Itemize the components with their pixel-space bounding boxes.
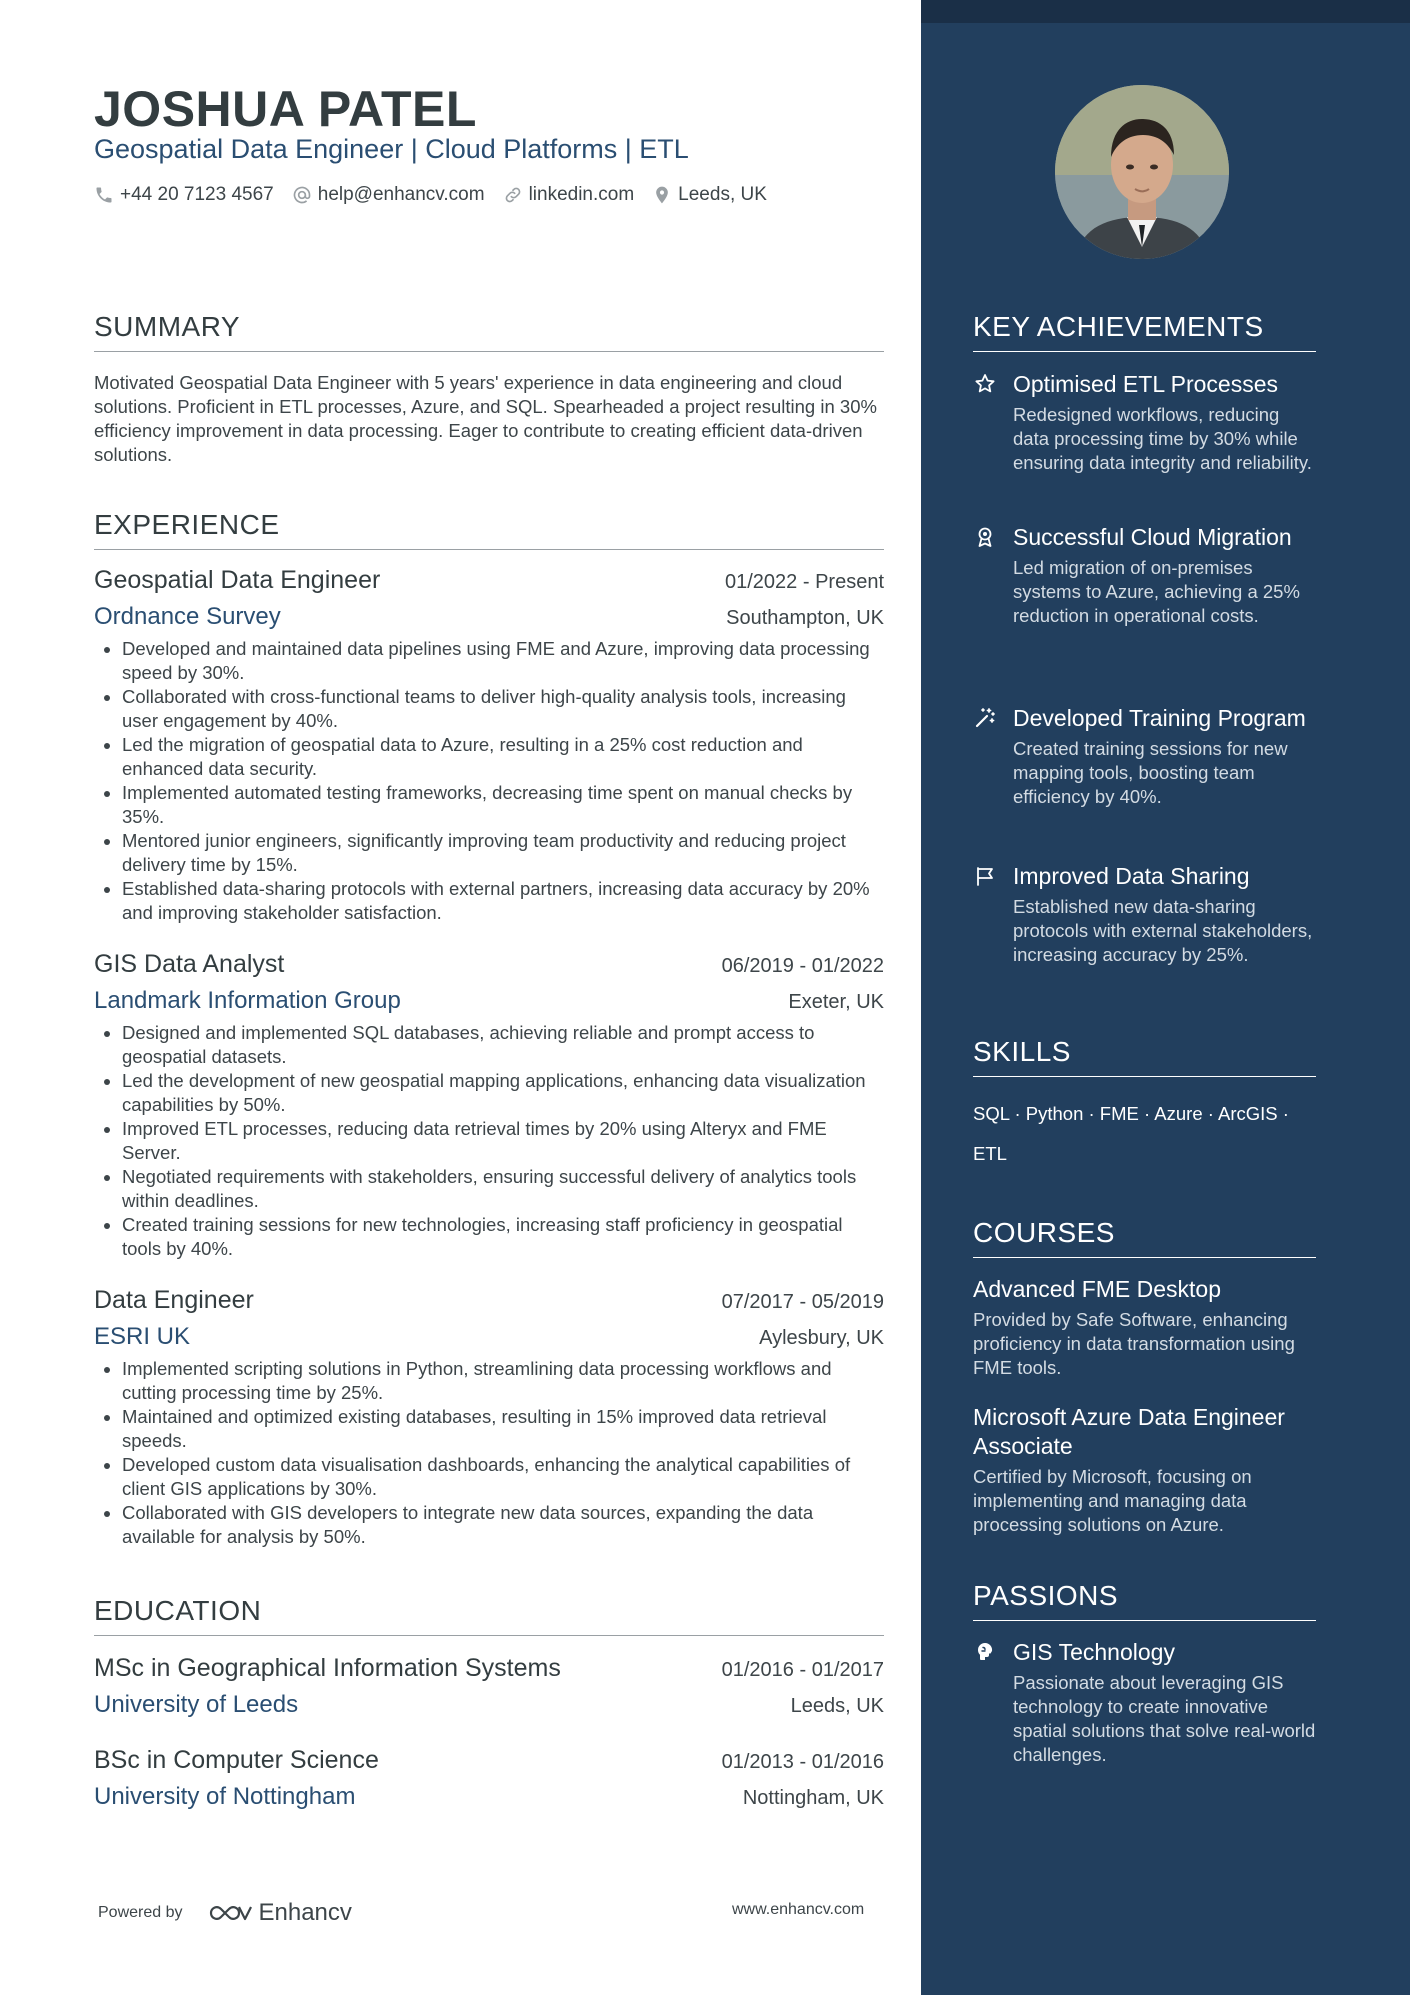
course-desc: Certified by Microsoft, focusing on implementing and managing data processing solutions on Azure.	[973, 1466, 1252, 1535]
list-item: • Mentored junior engineers, significantly improving team productivity and reducing project delivery time by 15%.	[122, 829, 884, 877]
email-text: help@enhancv.com	[317, 184, 485, 205]
phone-text: +44 20 7123 4567	[120, 184, 274, 205]
job-entry	[94, 566, 884, 925]
course-title: Advanced FME Desktop	[973, 1276, 1222, 1302]
course-item	[973, 1275, 1316, 1380]
job-location: Exeter, UK	[788, 991, 884, 1013]
achievement-desc: Redesigned workflows, reducing data processing time by 30% while ensuring data integrity and reliability.	[1013, 404, 1312, 473]
linkedin-text: linkedin.com	[528, 184, 635, 205]
avatar	[1055, 85, 1229, 259]
education-dates: 01/2013 - 01/2016	[721, 1751, 884, 1773]
location-text: Leeds, UK	[678, 184, 767, 205]
powered-by-label: Powered by	[98, 1904, 183, 1921]
job-dates: 06/2019 - 01/2022	[721, 955, 884, 977]
job-company: ESRI UK	[94, 1323, 191, 1350]
list-item: • Implemented automated testing frameworks, decreasing time spent on manual checks by 35%.	[122, 781, 884, 829]
footer-url[interactable]: www.enhancv.com	[732, 1901, 865, 1918]
list-item: • Established data-sharing protocols with external partners, increasing data accuracy by 20% and improving stakeholder satisfaction.	[122, 877, 884, 925]
award-icon	[973, 525, 997, 549]
achievement-item	[973, 704, 1316, 809]
education-entry	[94, 1654, 884, 1719]
course-title: Microsoft Azure Data Engineer Associate	[973, 1404, 1285, 1459]
job-company: Ordnance Survey	[94, 603, 281, 630]
passions-heading: PASSIONS	[973, 1580, 1316, 1621]
list-item: • Developed custom data visualisation dashboards, enhancing the analytical capabilities of client GIS applications by 30%.	[122, 1453, 884, 1501]
list-item: • Developed and maintained data pipelines using FME and Azure, improving data processing speed by 30%.	[122, 637, 884, 685]
summary-text: Motivated Geospatial Data Engineer with 5 years' experience in data engineering and cloud solutions. Proficient in ETL processes, Azure, and SQL. Spearheaded a project resulting in 30% efficiency improvement in data processing. Eager to contribute to creating efficient data-driven solutions.	[94, 372, 877, 465]
enhancv-logo[interactable]	[207, 1899, 352, 1927]
school-name: University of Nottingham	[94, 1783, 356, 1810]
job-dates: 07/2017 - 05/2019	[721, 1291, 884, 1313]
phone-icon	[94, 185, 114, 205]
degree-title: MSc in Geographical Information Systems	[94, 1654, 561, 1682]
contact-phone[interactable]	[94, 184, 274, 206]
contact-bar	[94, 184, 767, 206]
achievement-desc: Established new data-sharing protocols with external stakeholders, increasing accuracy by 25%.	[1013, 896, 1313, 965]
achievement-desc: Created training sessions for new mapping tools, boosting team efficiency by 40%.	[1013, 738, 1288, 807]
education-dates: 01/2016 - 01/2017	[721, 1659, 884, 1681]
degree-title: BSc in Computer Science	[94, 1746, 379, 1774]
job-location: Aylesbury, UK	[759, 1327, 884, 1349]
candidate-name: JOSHUA PATEL	[94, 81, 477, 137]
list-item: • Created training sessions for new technologies, increasing staff proficiency in geospatial tools by 40%.	[122, 1213, 884, 1261]
school-location: Nottingham, UK	[742, 1787, 884, 1809]
course-desc: Provided by Safe Software, enhancing proficiency in data transformation using FME tools.	[973, 1309, 1295, 1378]
sidebar	[921, 0, 1410, 1995]
list-item: • Implemented scripting solutions in Python, streamlining data processing workflows and cutting processing time by 25%.	[122, 1357, 884, 1405]
location-pin-icon	[652, 185, 672, 205]
list-item: • Improved ETL processes, reducing data retrieval times by 20% using Alteryx and FME Server.	[122, 1117, 884, 1165]
achievement-item	[973, 370, 1316, 475]
school-location: Leeds, UK	[790, 1695, 884, 1717]
skills-line: SQL · Python · FME · Azure · ArcGIS ·	[973, 1103, 1289, 1124]
job-title: Geospatial Data Engineer	[94, 566, 381, 594]
job-bullets	[94, 637, 884, 925]
list-item: • Collaborated with cross-functional teams to deliver high-quality analysis tools, increasing user engagement by 40%.	[122, 685, 884, 733]
passion-title: GIS Technology	[1013, 1639, 1175, 1665]
summary-heading: SUMMARY	[94, 311, 884, 352]
job-location: Southampton, UK	[726, 607, 884, 629]
achievement-title: Improved Data Sharing	[1013, 863, 1250, 889]
list-item: • Maintained and optimized existing databases, resulting in 15% improved data retrieval speeds.	[122, 1405, 884, 1453]
achievement-title: Optimised ETL Processes	[1013, 371, 1279, 397]
achievement-desc: Led migration of on-premises systems to Azure, achieving a 25% reduction in operational costs.	[1013, 557, 1300, 626]
achievement-item	[973, 523, 1316, 628]
job-entry	[94, 950, 884, 1261]
sidebar-top-bar	[921, 0, 1410, 23]
achievement-title: Successful Cloud Migration	[1013, 524, 1292, 550]
courses-heading: COURSES	[973, 1217, 1316, 1258]
list-item: • Designed and implemented SQL databases, achieving reliable and prompt access to geospatial datasets.	[122, 1021, 884, 1069]
list-item: • Negotiated requirements with stakeholders, ensuring successful delivery of analytics tools within deadlines.	[122, 1165, 884, 1213]
passion-item	[973, 1638, 1316, 1767]
magic-wand-icon	[973, 706, 997, 730]
achievements-heading: KEY ACHIEVEMENTS	[973, 311, 1316, 352]
at-icon	[292, 185, 312, 205]
experience-heading: EXPERIENCE	[94, 509, 884, 550]
education-heading: EDUCATION	[94, 1595, 884, 1636]
candidate-title: Geospatial Data Engineer | Cloud Platforms | ETL	[94, 134, 689, 164]
job-dates: 01/2022 - Present	[725, 571, 884, 593]
passion-desc: Passionate about leveraging GIS technology to create innovative spatial solutions that solve real-world challenges.	[1013, 1672, 1316, 1765]
school-name: University of Leeds	[94, 1691, 299, 1718]
job-entry	[94, 1286, 884, 1549]
skills-line: ETL	[973, 1143, 1007, 1164]
skills-list	[973, 1094, 1316, 1174]
enhancv-brand: Enhancv	[258, 1899, 352, 1926]
achievement-item	[973, 862, 1316, 967]
skills-heading: SKILLS	[973, 1036, 1316, 1077]
contact-email[interactable]	[292, 184, 485, 206]
link-icon	[503, 185, 523, 205]
brain-icon	[973, 1640, 997, 1664]
enhancv-logo-icon	[207, 1901, 253, 1925]
course-item	[973, 1403, 1316, 1537]
flag-icon	[973, 864, 997, 888]
job-title: GIS Data Analyst	[94, 950, 285, 978]
job-bullets	[94, 1021, 884, 1261]
education-entry	[94, 1746, 884, 1811]
contact-location	[652, 184, 767, 206]
star-icon	[973, 372, 997, 396]
job-title: Data Engineer	[94, 1286, 254, 1314]
contact-linkedin[interactable]	[503, 184, 635, 206]
list-item: • Led the development of new geospatial mapping applications, enhancing data visualization capabilities by 50%.	[122, 1069, 884, 1117]
job-bullets	[94, 1357, 884, 1549]
list-item: • Collaborated with GIS developers to integrate new data sources, expanding the data available for analysis by 50%.	[122, 1501, 884, 1549]
footer-powered-by	[98, 1899, 352, 1927]
achievement-title: Developed Training Program	[1013, 705, 1306, 731]
profile-photo	[1055, 85, 1229, 259]
list-item: • Led the migration of geospatial data to Azure, resulting in a 25% cost reduction and enhanced data security.	[122, 733, 884, 781]
job-company: Landmark Information Group	[94, 987, 401, 1014]
